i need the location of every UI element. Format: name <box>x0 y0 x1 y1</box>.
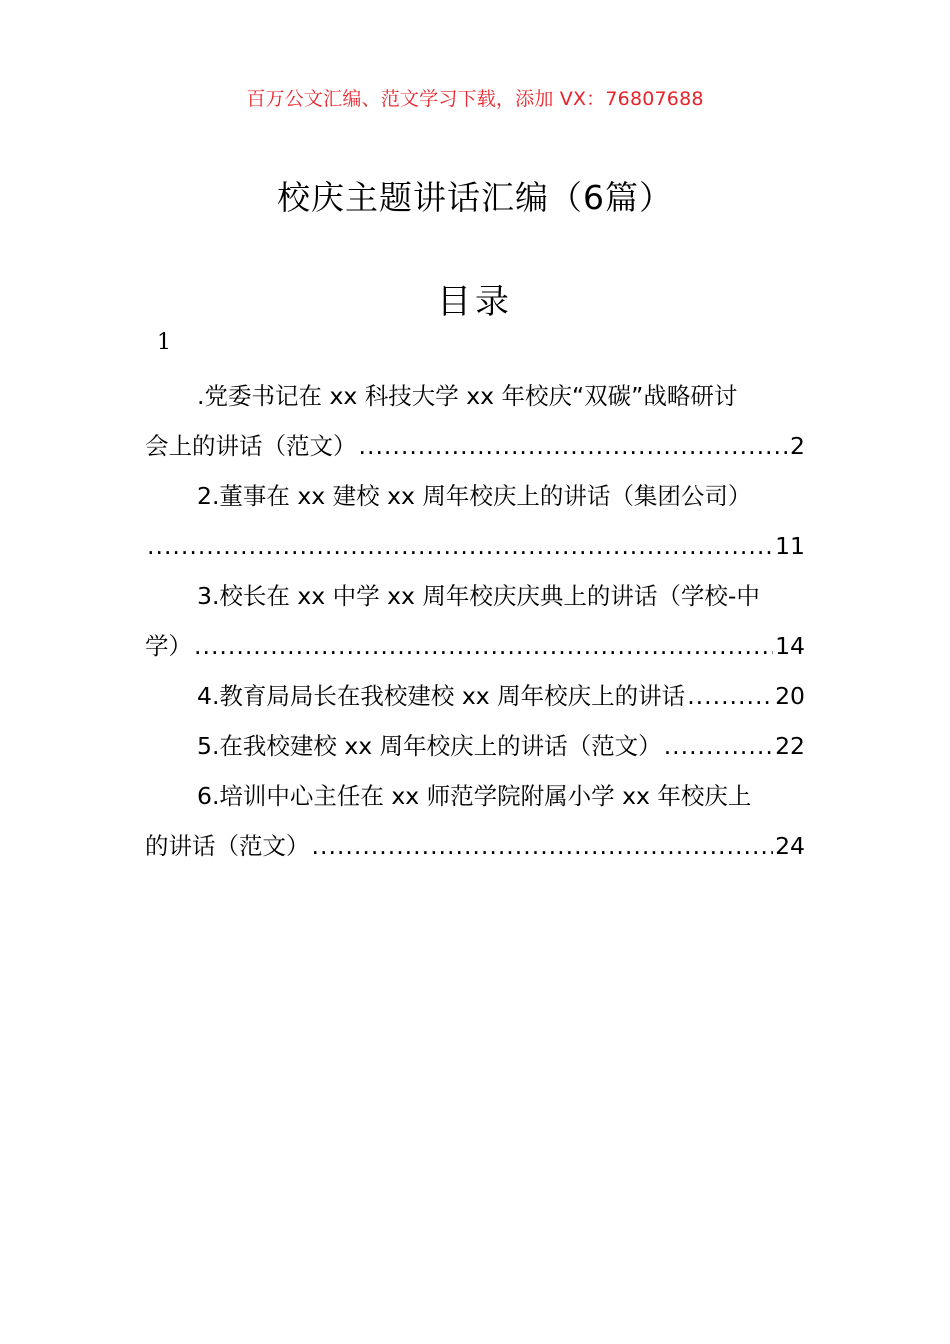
toc-entry[interactable] <box>145 371 805 471</box>
stray-page-number: 1 <box>157 330 171 355</box>
toc-entry[interactable] <box>145 671 805 721</box>
toc-entry-title: 4.教育局局长在我校建校 xx 周年校庆上的讲话 <box>197 682 686 710</box>
toc-page-number: 24 <box>775 832 805 860</box>
toc-entry-line <box>145 371 805 421</box>
toc-entry-line <box>145 771 805 821</box>
toc-entry-line <box>145 621 805 671</box>
toc-entry[interactable] <box>145 471 805 571</box>
toc-leader-dots <box>194 621 773 671</box>
toc-entry-title-continued: 会上的讲话（范文） <box>145 432 357 460</box>
toc-leader-dots <box>312 821 774 871</box>
toc-page-number: 2 <box>790 432 805 460</box>
toc-entry-title: 5.在我校建校 xx 周年校庆上的讲话（范文） <box>197 732 662 760</box>
toc-entry[interactable] <box>145 571 805 671</box>
toc-leader-dots <box>359 421 789 471</box>
toc-leader-dots <box>664 721 773 771</box>
toc-entry-title-continued: 学） <box>145 632 192 660</box>
header-promo-note: 百万公文汇编、范文学习下载，添加 VX：76807688 <box>246 88 704 110</box>
toc-entry-title: 3.校长在 xx 中学 xx 周年校庆庆典上的讲话（学校-中 <box>197 582 760 610</box>
toc-entry-title: 6.培训中心主任在 xx 师范学院附属小学 xx 年校庆上 <box>197 782 752 810</box>
toc-entry[interactable] <box>145 771 805 871</box>
table-of-contents <box>145 371 805 871</box>
toc-page-number: 11 <box>775 532 805 560</box>
document-title: 校庆主题讲话汇编（6篇） <box>277 178 673 217</box>
toc-entry-line <box>145 821 805 871</box>
toc-entry-line <box>145 521 805 571</box>
toc-entry-title: 2.董事在 xx 建校 xx 周年校庆上的讲话（集团公司） <box>197 482 752 510</box>
toc-entry-title: .党委书记在 xx 科技大学 xx 年校庆“双碳”战略研讨 <box>197 382 738 410</box>
toc-entry[interactable] <box>145 721 805 771</box>
toc-entry-line <box>145 421 805 471</box>
toc-entry-line <box>145 471 805 521</box>
toc-page-number: 20 <box>775 682 805 710</box>
toc-entry-line <box>145 671 805 721</box>
toc-entry-line <box>145 571 805 621</box>
toc-leader-dots <box>687 671 773 721</box>
toc-entry-title-continued: 的讲话（范文） <box>145 832 310 860</box>
toc-page-number: 22 <box>775 732 805 760</box>
toc-heading: 目录 <box>437 282 513 322</box>
toc-entry-line <box>145 721 805 771</box>
toc-leader-dots <box>147 521 773 571</box>
toc-page-number: 14 <box>775 632 805 660</box>
